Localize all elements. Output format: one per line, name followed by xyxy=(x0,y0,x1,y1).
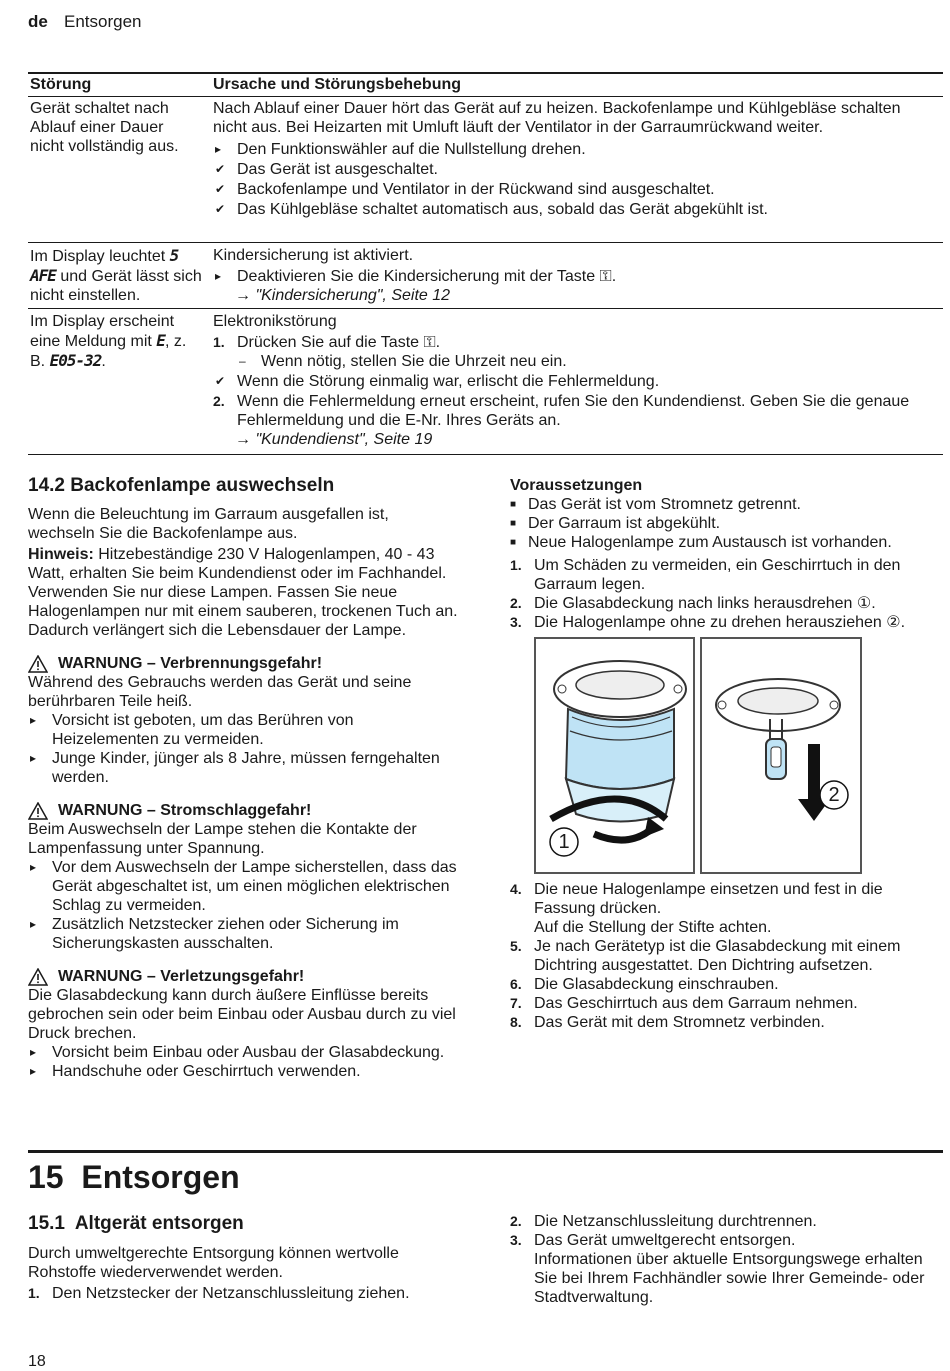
list-item-text: Vorsicht ist geboten, um das Berühren von Heizelementen zu vermeiden. xyxy=(52,712,354,748)
table-row-1-cause xyxy=(213,99,913,219)
list-item xyxy=(28,1062,458,1081)
arrow-bullet-icon: ▸ xyxy=(215,269,222,283)
note-label: Hinweis: xyxy=(28,546,94,563)
check-icon: ✔ xyxy=(215,162,226,176)
warning-title-text: WARNUNG – Verletzungsgefahr! xyxy=(58,968,305,985)
list-item-text: Die Glasabdeckung nach links herausdrehen ①. xyxy=(534,595,876,612)
table-bottom-rule xyxy=(28,454,943,455)
step-number: 4. xyxy=(510,881,522,897)
arrow-bullet-icon: ▸ xyxy=(30,860,37,874)
list-item xyxy=(510,994,940,1013)
fault-text: . xyxy=(101,353,106,370)
list-item xyxy=(213,352,913,371)
arrow-bullet-icon: ▸ xyxy=(30,1045,37,1059)
cause-text: Elektronikstörung xyxy=(213,313,337,330)
list-item xyxy=(510,613,940,632)
table-header-cause: Ursache und Störungsbehebung xyxy=(213,76,462,93)
table-row-3-cause xyxy=(213,312,913,449)
section-14-2-right xyxy=(510,476,940,632)
square-bullet-icon: ■ xyxy=(510,537,517,548)
list-item-text: Handschuhe oder Geschirrtuch verwenden. xyxy=(52,1063,361,1080)
header-section: Entsorgen xyxy=(64,12,142,31)
table-row-2-cause xyxy=(213,246,913,305)
list-item-text: Die Netzanschlussleitung durchtrennen. xyxy=(534,1213,817,1230)
list-item xyxy=(510,1231,940,1307)
list-item xyxy=(213,140,913,159)
steps-4-8 xyxy=(510,880,940,1032)
warning-injury-title xyxy=(28,967,458,986)
list-item-text: Die neue Halogenlampe einsetzen und fest in die Fassung drücken. xyxy=(534,881,883,917)
list-item-text: Das Gerät ist ausgeschaltet. xyxy=(237,161,438,178)
list-item xyxy=(510,1212,940,1231)
list-item-text: Den Funktionswähler auf die Nullstellung drehen. xyxy=(237,141,586,158)
list-item xyxy=(28,1284,458,1303)
dash-bullet-icon: – xyxy=(239,354,246,368)
intro-text: Durch umweltgerechte Entsorgung können wertvolle Rohstoffe wiederverwendet werden. xyxy=(28,1245,399,1281)
list-item xyxy=(510,556,940,594)
list-item-text: Das Gerät ist vom Stromnetz getrennt. xyxy=(528,496,801,513)
list-item-text: Junge Kinder, jünger als 8 Jahre, müssen ferngehalten werden. xyxy=(52,750,440,786)
table-row-3-fault xyxy=(30,312,202,371)
figure-callout-2: 2 xyxy=(828,784,840,806)
chapter-title: 15 Entsorgen xyxy=(28,1159,240,1195)
warning-text: Beim Auswechseln der Lampe stehen die Kontakte der Lampenfassung unter Spannung. xyxy=(28,821,417,857)
halogen-lamp-illustration xyxy=(702,639,860,872)
fault-text: Im Display erscheint eine Meldung mit xyxy=(30,313,175,350)
warning-triangle-icon xyxy=(28,655,48,673)
arrow-bullet-icon: ▸ xyxy=(215,142,222,156)
chapter-rule xyxy=(28,1150,943,1153)
list-item xyxy=(28,858,458,915)
table-row-rule xyxy=(28,308,943,309)
table-header-fault: Störung xyxy=(30,76,92,93)
list-item-text: Das Gerät mit dem Stromnetz verbinden. xyxy=(534,1014,825,1031)
section-title: 14.2 Backofenlampe auswechseln xyxy=(28,475,335,496)
arrow-bullet-icon: ▸ xyxy=(30,751,37,765)
table-header-rule xyxy=(28,96,943,97)
arrow-bullet-icon: ▸ xyxy=(30,917,37,931)
list-item-text: Zusätzlich Netzstecker ziehen oder Sicherung im Sicherungskasten ausschalten. xyxy=(52,916,399,952)
list-item xyxy=(213,372,913,391)
cross-reference-link[interactable]: → "Kindersicherung", Seite 12 xyxy=(235,287,451,304)
page-number: 18 xyxy=(28,1353,46,1370)
list-item xyxy=(510,594,940,613)
warning-shock-title xyxy=(28,801,458,820)
warning-text: Während des Gebrauchs werden das Gerät und seine berührbaren Teile heiß. xyxy=(28,674,412,710)
fault-text: Im Display leuchtet xyxy=(30,248,170,265)
fault-text: , z. B. xyxy=(30,333,187,370)
display-code: E05-32 xyxy=(49,351,102,370)
arrow-bullet-icon: ▸ xyxy=(30,713,37,727)
list-item xyxy=(510,514,940,533)
step-number: 7. xyxy=(510,995,522,1011)
list-item-text: Je nach Gerätetyp ist die Glasabdeckung mit einem Dichtring ausgestattet. Den Dichtring aufsetzen. xyxy=(534,938,901,974)
table-top-rule xyxy=(28,72,943,74)
warning-title-text: WARNUNG – Stromschlaggefahr! xyxy=(58,802,312,819)
fault-text: und Gerät lässt sich nicht einstellen. xyxy=(30,268,202,304)
list-item-text: Drücken Sie auf die Taste ⚿. xyxy=(237,334,441,351)
header-language: de xyxy=(28,12,48,31)
step-number: 1. xyxy=(28,1285,40,1301)
step-sub-text: Informationen über aktuelle Entsorgungswege erhalten Sie bei Ihrem Fachhändler sowie Ihrer Gemeinde- oder Stadtverwaltung. xyxy=(534,1251,925,1306)
list-item xyxy=(28,1043,458,1062)
step-number: 5. xyxy=(510,938,522,954)
list-item-text: Backofenlampe und Ventilator in der Rückwand sind ausgeschaltet. xyxy=(237,181,715,198)
list-item-text: Wenn nötig, stellen Sie die Uhrzeit neu ein. xyxy=(261,353,567,370)
figure-unscrew-cover xyxy=(534,637,695,874)
list-item xyxy=(28,915,458,953)
list-item-text: Vorsicht beim Einbau oder Ausbau der Glasabdeckung. xyxy=(52,1044,445,1061)
step-number: 3. xyxy=(510,1232,522,1248)
check-icon: ✔ xyxy=(215,182,226,196)
step-number: 6. xyxy=(510,976,522,992)
note-body: Hitzebeständige 230 V Halogenlampen, 40 - 43 Watt, erhalten Sie beim Kundendienst oder im Fachhandel. Verwenden Sie nur diese Lampen. Fassen Sie neue Halogenlampen nur mit einem sauberen, trockenen Tuch an. Dadurch verlängert sich die Lebensdauer der Lampe. xyxy=(28,546,458,639)
warning-burn-title xyxy=(28,654,458,673)
list-item-text: Das Geschirrtuch aus dem Garraum nehmen. xyxy=(534,995,858,1012)
step-number: 1. xyxy=(213,334,225,350)
list-item-text: Wenn die Fehlermeldung erneut erscheint, rufen Sie den Kundendienst. Geben Sie die genaue Fehlermeldung und die E-Nr. Ihres Geräts an. xyxy=(237,393,910,429)
arrow-bullet-icon: ▸ xyxy=(30,1064,37,1078)
list-item xyxy=(510,533,940,552)
list-item xyxy=(213,333,913,352)
cause-text: Kindersicherung ist aktiviert. xyxy=(213,247,414,264)
figure-callout-1: 1 xyxy=(558,831,570,853)
list-item-text: Um Schäden zu vermeiden, ein Geschirrtuch in den Garraum legen. xyxy=(534,557,901,593)
section-14-2-left xyxy=(28,476,458,1081)
warning-text: Die Glasabdeckung kann durch äußere Einflüsse bereits gebrochen sein oder beim Einbau oder Ausbau durch zu viel Druck brechen. xyxy=(28,987,456,1042)
table-row-2-fault xyxy=(30,246,202,305)
warning-triangle-icon xyxy=(28,968,48,986)
step-number: 2. xyxy=(510,1213,522,1229)
warning-triangle-icon xyxy=(28,802,48,820)
list-item xyxy=(213,200,913,219)
step-sub-text: Auf die Stellung der Stifte achten. xyxy=(534,919,772,936)
step-number: 2. xyxy=(510,595,522,611)
intro-text: Wenn die Beleuchtung im Garraum ausgefallen ist, wechseln Sie die Backofenlampe aus. xyxy=(28,506,389,542)
list-item-text: Den Netzstecker der Netzanschlussleitung ziehen. xyxy=(52,1285,410,1302)
section-15-1-title: 15.1 Altgerät entsorgen xyxy=(28,1213,244,1234)
display-code: E xyxy=(156,331,165,350)
list-item xyxy=(213,160,913,179)
list-item-text: Neue Halogenlampe zum Austausch ist vorhanden. xyxy=(528,534,892,551)
list-item xyxy=(510,937,940,975)
list-item xyxy=(510,1013,940,1032)
list-item xyxy=(510,495,940,514)
check-icon: ✔ xyxy=(215,374,226,388)
cause-text: Nach Ablauf einer Dauer hört das Gerät auf zu heizen. Backofenlampe und Kühlgebläse schalten nicht aus. Bei Heizarten mit Umluft läuft der Ventilator in der Garraumrückwand weiter. xyxy=(213,100,901,136)
check-icon: ✔ xyxy=(215,202,226,216)
table-row-rule xyxy=(28,242,943,243)
step-number: 3. xyxy=(510,614,522,630)
list-item-text: Deaktivieren Sie die Kindersicherung mit der Taste ⚿. xyxy=(237,268,617,285)
list-item-text: Der Garraum ist abgekühlt. xyxy=(528,515,721,532)
figure-pull-lamp xyxy=(700,637,862,874)
square-bullet-icon: ■ xyxy=(510,518,517,529)
note-text xyxy=(28,545,458,640)
list-item-text: Die Glasabdeckung einschrauben. xyxy=(534,976,779,993)
warning-title-text: WARNUNG – Verbrennungsgefahr! xyxy=(58,655,323,672)
list-item xyxy=(510,880,940,937)
list-item xyxy=(213,267,913,286)
square-bullet-icon: ■ xyxy=(510,499,517,510)
section-15-1-right xyxy=(510,1212,940,1307)
list-item-text: Das Kühlgebläse schaltet automatisch aus, sobald das Gerät abgekühlt ist. xyxy=(237,201,768,218)
list-item-text: Vor dem Auswechseln der Lampe sicherstellen, dass das Gerät abgeschaltet ist, um einen möglichen elektrischen Schlag zu vermeiden. xyxy=(52,859,457,914)
list-item-text: Das Gerät umweltgerecht entsorgen. xyxy=(534,1232,796,1249)
list-item xyxy=(510,975,940,994)
step-number: 8. xyxy=(510,1014,522,1030)
list-item xyxy=(28,711,458,749)
list-item xyxy=(213,180,913,199)
display-code: 5 AFE xyxy=(30,246,179,285)
list-item xyxy=(28,749,458,787)
prerequisites-title: Voraussetzungen xyxy=(510,477,643,494)
step-number: 2. xyxy=(213,393,225,409)
list-item-text: Wenn die Störung einmalig war, erlischt die Fehlermeldung. xyxy=(237,373,660,390)
cross-reference-link[interactable]: → "Kundendienst", Seite 19 xyxy=(235,431,433,448)
section-15-1-left xyxy=(28,1244,458,1303)
list-item xyxy=(213,392,913,430)
list-item-text: Die Halogenlampe ohne zu drehen herausziehen ②. xyxy=(534,614,906,631)
step-number: 1. xyxy=(510,557,522,573)
table-row-1-fault: Gerät schaltet nach Ablauf einer Dauer nicht vollständig aus. xyxy=(30,100,179,155)
